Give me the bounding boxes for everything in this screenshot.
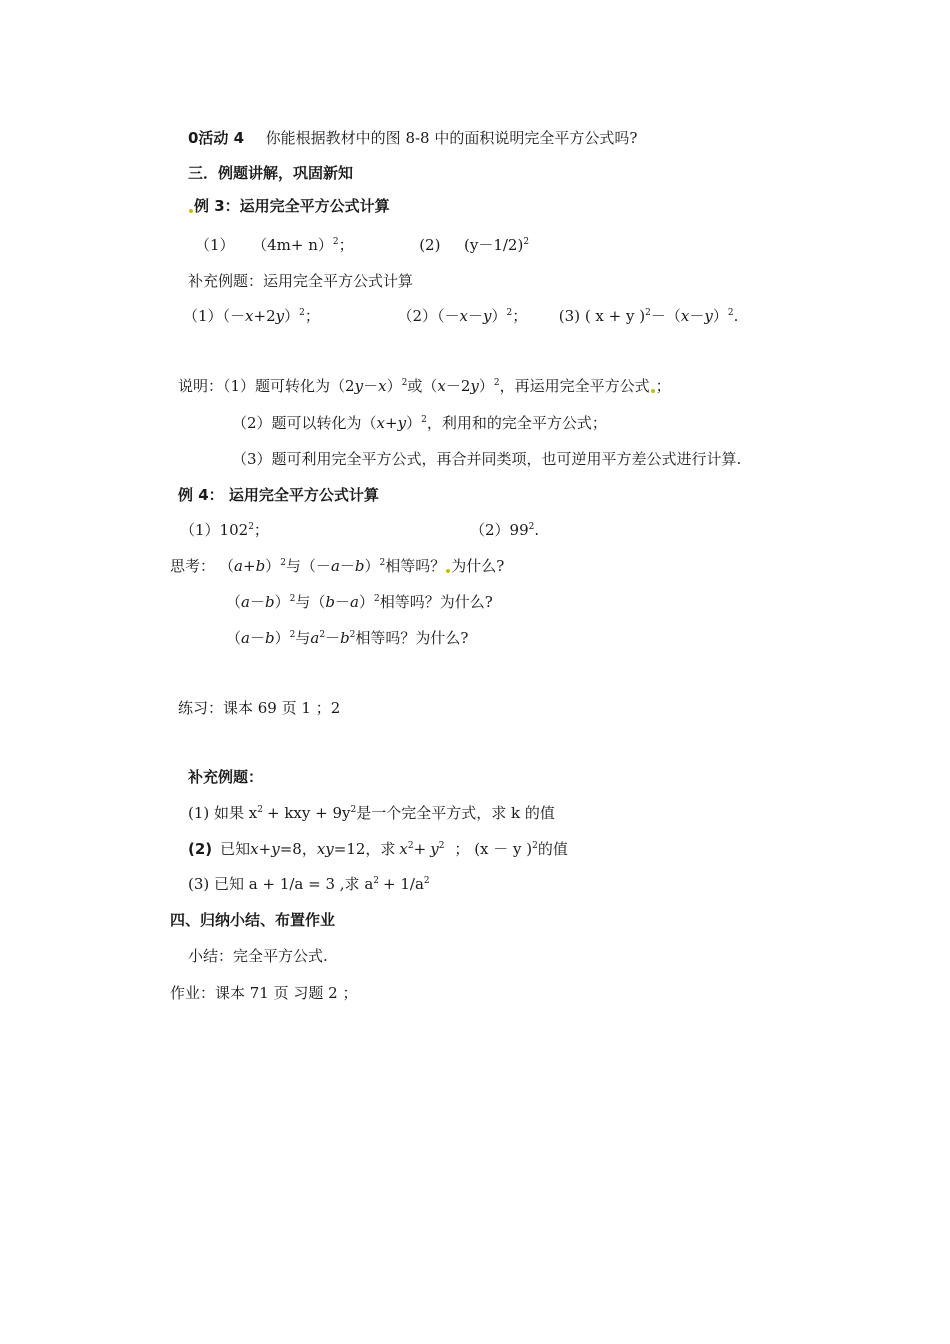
supp1-title: 补充例题：运用完全平方公式计算 (188, 272, 414, 290)
var-a: a (241, 629, 250, 647)
think-label: 思考： (170, 557, 216, 575)
supp2-q1c: 是一个完全平方式，求 k 的值 (356, 804, 555, 822)
think-l1e: － (339, 557, 355, 575)
var-x: x (378, 377, 387, 395)
explain-line2 (232, 413, 607, 433)
square-sup: 2 (350, 805, 357, 815)
explain-l2a: （2）题可以转化为（ (232, 414, 377, 432)
summary-line: 小结：完全平方公式. (188, 947, 328, 965)
section3-heading: 三．例题讲解，巩固新知 (188, 164, 354, 182)
think-line2 (226, 592, 493, 612)
think-l3b: － (249, 629, 265, 647)
supp2-title: 补充例题： (188, 768, 264, 786)
square-sup: 2 (523, 237, 530, 247)
example3-item2-label: (2) (419, 236, 441, 254)
explain-l2d: ，利用和的完全平方公式； (426, 414, 607, 432)
think-l2d: 与（ (295, 593, 326, 611)
section4-heading: 四、归纳小结、布置作业 (170, 911, 336, 929)
think-l1g: 相等吗？ (385, 557, 446, 575)
example3-title (188, 196, 390, 216)
square-sup: 2 (407, 841, 414, 851)
square-sup: 2 (379, 558, 386, 568)
var-a: a (310, 629, 320, 647)
explain-l2b: + (385, 414, 398, 432)
supp2-q2e: =12，求 (333, 840, 396, 858)
supp2-q1b: + kxy + 9y (266, 804, 351, 822)
supp2-q2h: 的值 (537, 840, 568, 858)
think-l2a: （ (226, 593, 242, 611)
think-l2b: － (249, 593, 265, 611)
var-b: b (340, 629, 350, 647)
square-sup: 2 (493, 378, 500, 388)
supp1-q1: （2）（－ (397, 307, 460, 325)
supp2-q2b: 已知 (220, 840, 251, 858)
practice-line: 练习：课本 69 页 1 ；2 (178, 699, 341, 717)
explain-l1a: （1）题可转化为（2 (223, 377, 355, 395)
var-a: a (241, 593, 250, 611)
square-sup: 2 (349, 630, 356, 640)
explain-l1d: 或（ (407, 377, 438, 395)
square-sup: 2 (373, 594, 380, 604)
square-sup: 2 (421, 415, 427, 425)
square-sup: 2 (289, 630, 296, 640)
think-l3c: ） (274, 629, 290, 647)
supp2-q3b: + 1/a (383, 875, 424, 893)
square-sup: 2 (727, 308, 734, 318)
square-sup: 2 (257, 805, 263, 815)
var-x: x (459, 307, 468, 325)
example3-item1-expr: （4m+ n） (252, 236, 333, 254)
var-b: b (255, 557, 266, 575)
var-y: y (482, 307, 492, 325)
square-sup: 2 (319, 630, 326, 640)
supp2-q2 (188, 839, 568, 859)
supp1-q3: ） (491, 307, 507, 325)
supp1-q4: ； (512, 307, 528, 325)
square-sup: 2 (299, 308, 305, 318)
example3-item1-label: （1） (195, 236, 235, 254)
think-line3 (226, 628, 468, 648)
example4-item1 (180, 520, 269, 540)
example3-item2-expr: (y－1/2) (464, 236, 524, 254)
square-sup: 2 (332, 237, 339, 247)
think-l1f: ） (364, 557, 380, 575)
supp2-q1a: (1) 如果 x (188, 804, 258, 822)
square-sup: 2 (248, 522, 254, 532)
activity4-title: 0活动 4 (188, 129, 245, 147)
annotation-mark (651, 389, 655, 393)
var-a: a (234, 557, 243, 575)
activity4-line (188, 128, 637, 148)
explain-l2c: ） (406, 414, 422, 432)
square-sup: 2 (645, 308, 651, 318)
supp1-r5: . (733, 307, 739, 325)
var-y: y (470, 377, 479, 395)
supp1-p4: ； (304, 307, 320, 325)
explain-l1h: ； (655, 377, 671, 395)
explain-l1g: ，再运用完全平方公式 (499, 377, 650, 395)
var-y: y (430, 840, 439, 858)
var-y: y (271, 840, 280, 858)
explain-l1e: －2 (445, 377, 471, 395)
activity4-text: 你能根据教材中的图 8-8 中的面积说明完全平方公式吗? (265, 129, 638, 147)
var-b: b (264, 629, 275, 647)
supp1-p3: ） (284, 307, 300, 325)
think-l1c: ） (265, 557, 281, 575)
supp2-q3 (188, 874, 430, 894)
var-x: x (250, 840, 259, 858)
var-a: a (349, 593, 359, 611)
square-sup: 2 (438, 841, 445, 851)
example3-items (195, 235, 529, 255)
explain-l1f: ） (478, 377, 494, 395)
var-y: y (275, 307, 285, 325)
think-l1a: （ (219, 557, 235, 575)
example3-title-text: 例 3：运用完全平方公式计算 (194, 197, 390, 215)
example4-item2 (470, 520, 539, 540)
square-sup: 2 (289, 594, 296, 604)
square-sup: 2 (401, 378, 408, 388)
think-l2f: ） (358, 593, 374, 611)
var-y: y (397, 414, 407, 432)
supp2-q2f: + (413, 840, 427, 858)
supp2-q2c: + (258, 840, 272, 858)
explain-l1b: － (363, 377, 379, 395)
example3-item1-end: ； (338, 236, 354, 254)
square-sup: 2 (280, 558, 286, 568)
explain-line1 (178, 376, 671, 396)
think-l3e: － (325, 629, 341, 647)
annotation-mark (446, 569, 450, 573)
think-l2e: － (334, 593, 350, 611)
explain-line3: （3）题可利用完全平方公式，再合并同类项，也可逆用平方差公式进行计算. (232, 450, 742, 468)
example4-title: 例 4： 运用完全平方公式计算 (178, 486, 379, 504)
homework-line: 作业：课本 71 页 习题 2 ； (170, 984, 358, 1002)
think-line1 (170, 556, 504, 576)
supp2-q2a: (2) (188, 840, 213, 858)
explain-label: 说明： (178, 377, 224, 395)
supp1-q2: － (467, 307, 483, 325)
var-xy: xy (316, 840, 334, 858)
square-sup: 2 (506, 308, 513, 318)
supp1-r1: (3) ( x + y ) (558, 307, 646, 325)
example4-item2-text: （2）99 (470, 521, 529, 539)
example4-item1-text: （1）102 (180, 521, 249, 539)
square-sup: 2 (373, 876, 380, 886)
var-x: x (437, 377, 446, 395)
supp2-q3a: (3) 已知 a + 1/a = 3 ,求 a (188, 875, 374, 893)
supp1-items (183, 306, 738, 326)
var-x: x (376, 414, 386, 432)
think-l1d: 与（－ (285, 557, 331, 575)
supp2-q2d: =8， (279, 840, 317, 858)
supp1-r2: －（ (650, 307, 681, 325)
supp1-p2: +2 (253, 307, 276, 325)
square-sup: 2 (423, 876, 430, 886)
var-y: y (354, 377, 364, 395)
think-l3a: （ (226, 629, 242, 647)
supp2-q1 (188, 803, 555, 823)
supp1-r4: ） (712, 307, 728, 325)
square-sup: 2 (532, 841, 538, 851)
var-b: b (264, 593, 275, 611)
supp1-r3: － (689, 307, 705, 325)
think-l1h: 为什么? (451, 557, 505, 575)
think-l1b: + (242, 557, 256, 575)
var-x: x (399, 840, 408, 858)
var-y: y (704, 307, 713, 325)
var-b: b (354, 557, 365, 575)
annotation-mark (189, 209, 193, 213)
var-b: b (325, 593, 335, 611)
example4-item2-end: . (534, 521, 540, 539)
supp1-p1: （1）（－ (183, 307, 246, 325)
square-sup: 2 (528, 522, 535, 532)
think-l2g: 相等吗？为什么? (379, 593, 493, 611)
think-l2c: ） (274, 593, 290, 611)
var-x: x (245, 307, 254, 325)
example4-item1-end: ； (253, 521, 269, 539)
var-a: a (330, 557, 340, 575)
var-x: x (680, 307, 690, 325)
think-l3f: 相等吗？为什么? (355, 629, 469, 647)
explain-l1c: ） (386, 377, 402, 395)
think-l3d: 与 (295, 629, 311, 647)
supp2-q2g: ； (x － y ) (454, 840, 533, 858)
